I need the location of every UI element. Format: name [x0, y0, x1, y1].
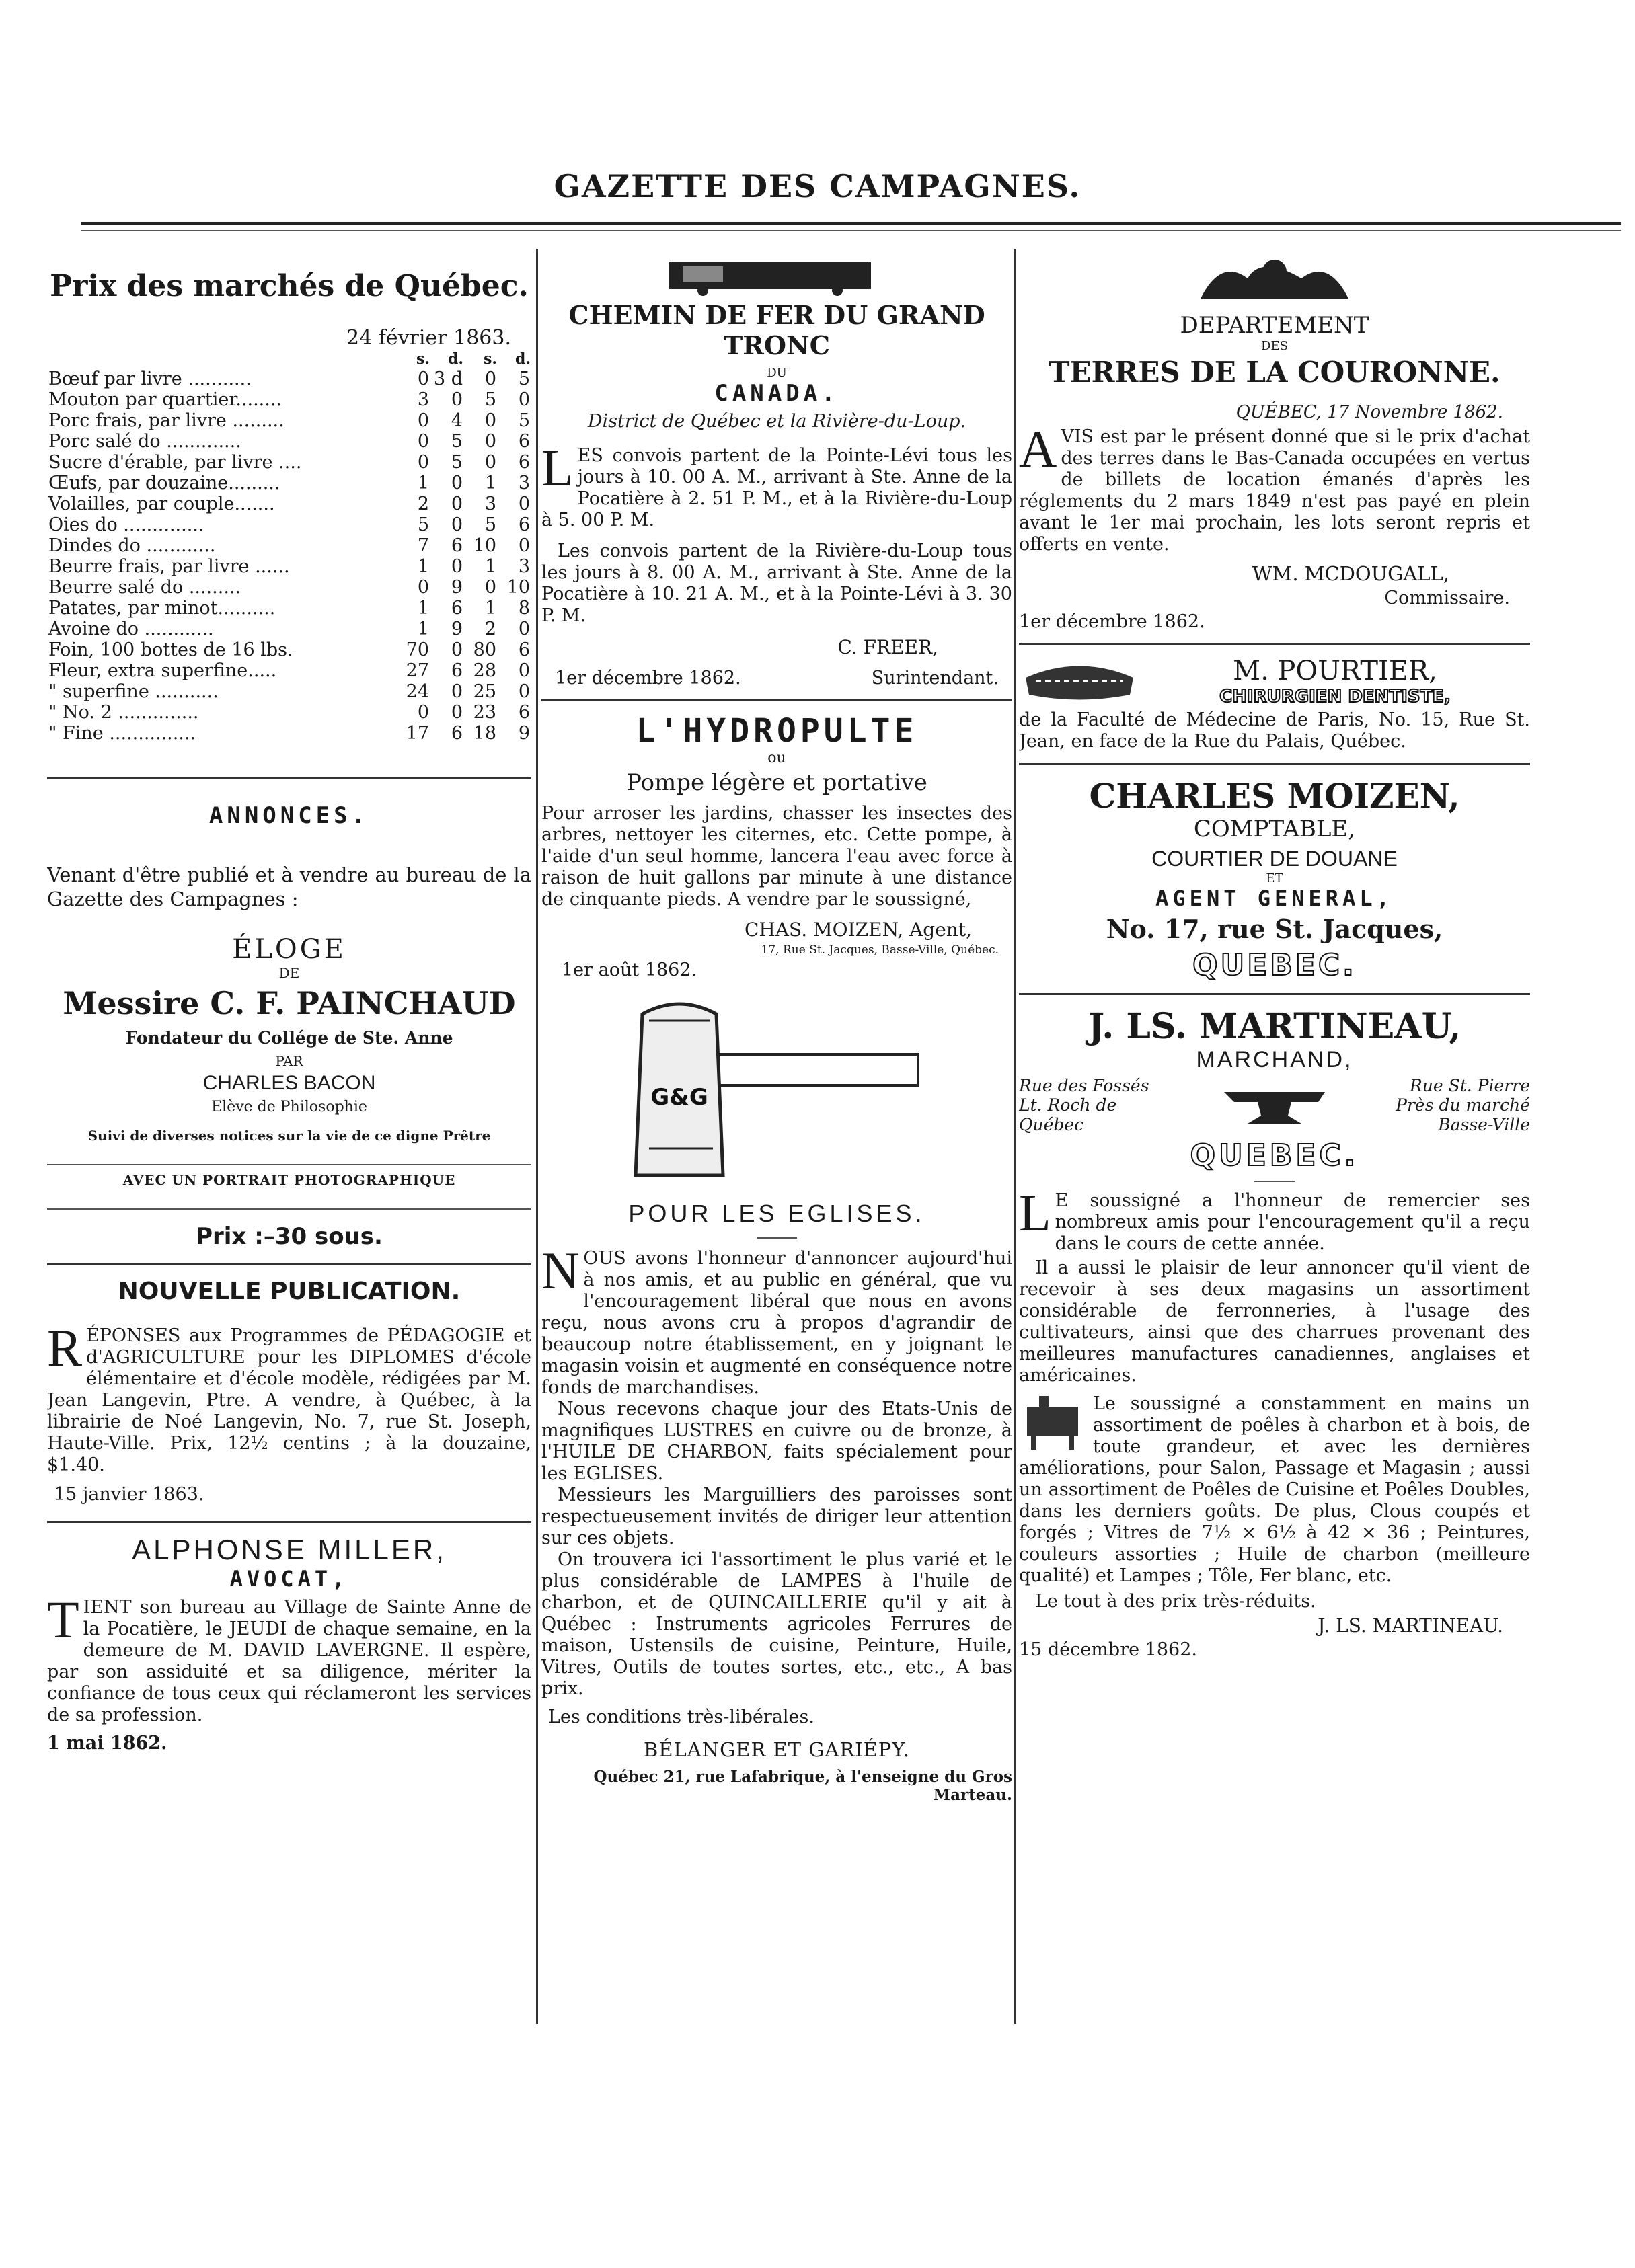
miller-name: ALPHONSE MILLER, [132, 1534, 447, 1565]
price-value: 5 [518, 410, 530, 431]
price-label: " Fine ............... [48, 723, 196, 744]
price-value: 1 [484, 473, 496, 494]
column-divider-2 [1014, 249, 1016, 2024]
departement-line: DEPARTEMENT [1180, 312, 1369, 339]
eglises-p4: On trouvera ici l'assortiment le plus varié et le plus considérable de LAMPES à l'huile de charbon, et de QUINCAILLERIE qu'il y ait à Québec : Instruments agricoles Ferrures de maison, Ustensils de cuisine, Peinture, Huile, Vitres, Outils de toutes sortes, etc., etc., A bas prix. [541, 1549, 1012, 1699]
price-row [47, 431, 531, 452]
price-value: 6 [451, 535, 463, 556]
portrait-line: AVEC UN PORTRAIT PHOTOGRAPHIQUE [122, 1172, 456, 1188]
hammer-illustration [541, 987, 1012, 1196]
price-value: 0 [451, 389, 463, 410]
dropcap-l2: L [1019, 1183, 1051, 1242]
chirurgien-title: CHIRURGIEN DENTISTE, [1219, 687, 1451, 707]
price-value: 1 [417, 556, 429, 577]
price-value: 0 [518, 389, 530, 410]
price-value: 0 [518, 660, 530, 681]
price-value: 0 [484, 452, 496, 473]
price-value: 0 [451, 639, 463, 660]
miller-text [47, 1590, 531, 1726]
price-row [47, 598, 531, 619]
price-value: 8 [518, 598, 530, 619]
railway-footer [541, 668, 1012, 689]
price-row [47, 494, 531, 514]
price-value: 0 [417, 577, 429, 598]
price-value: 5 [484, 389, 496, 410]
rule [1254, 1181, 1295, 1182]
price-line: Prix :–30 sous. [196, 1223, 383, 1250]
rule [47, 1521, 531, 1523]
price-label: Porc salé do ............. [48, 431, 241, 452]
price-label: Sucre d'érable, par livre .... [48, 452, 302, 473]
price-value: 0 [484, 410, 496, 431]
avis-date: 1er décembre 1862. [1019, 611, 1205, 632]
moizen-et: ET [1266, 871, 1283, 886]
price-row [47, 389, 531, 410]
rule [541, 699, 1012, 701]
price-value: 0 [518, 494, 530, 514]
rue-st-pierre: Rue St. Pierre [1409, 1076, 1530, 1095]
price-label: Bœuf par livre ........... [48, 368, 252, 389]
price-value: 9 [518, 723, 530, 744]
reponses-text [47, 1319, 531, 1476]
price-value: 1 [417, 473, 429, 494]
price-value: 1 [417, 619, 429, 639]
price-label: " No. 2 .............. [48, 702, 199, 723]
price-value: 3 [518, 473, 530, 494]
railway-canada: CANADA. [714, 380, 839, 407]
price-value: 28 [473, 660, 496, 681]
dentist-ad-titles [1140, 656, 1530, 707]
railway-schedule-1-body: ES convois partent de la Pointe-Lévi tous les jours à 10. 00 A. M., arrivant à Ste. Anne de la Pocatière à 2. 51 P. M., et à la Rivière-du-Loup à 5. 00 P. M. [541, 445, 1012, 531]
eloge-de: DE [278, 965, 300, 981]
st-roch: Lt. Roch de Québec [1019, 1095, 1117, 1134]
price-value: 7 [417, 535, 429, 556]
eglises-heading: POUR LES EGLISES. [628, 1200, 925, 1227]
column-1 [47, 242, 531, 2031]
price-row [47, 535, 531, 556]
price-value: 5 [417, 514, 429, 535]
price-label: Dindes do ............ [48, 535, 216, 556]
nouvelle-publication-heading: NOUVELLE PUBLICATION. [118, 1278, 461, 1305]
rule [47, 1263, 531, 1265]
price-value: 3 [484, 494, 496, 514]
price-value: 23 [473, 702, 496, 723]
price-value: 6 [518, 431, 530, 452]
price-value: 24 [406, 681, 429, 702]
mcdougall-name: WM. MCDOUGALL, [1252, 562, 1449, 585]
price-value: 70 [406, 639, 429, 660]
pompe-agent: CHAS. MOIZEN, Agent, [744, 918, 972, 941]
dentures-icon [1019, 658, 1140, 705]
crest-illustration [1019, 251, 1530, 312]
price-label: Foin, 100 bottes de 16 lbs. [48, 639, 293, 660]
price-label: Patates, par minot.......... [48, 598, 276, 619]
eglises-p2: Nous recevons chaque jour des Etats-Unis de magnifiques LUSTRES en cuivre ou de bronze, à l'HUILE DE CHARBON, faits spécialement pour les EGLISES. [541, 1399, 1012, 1484]
price-label: " superfine ........... [48, 681, 219, 702]
dropcap-t: T [47, 1590, 79, 1649]
martineau-quebec: QUEBEC. [1190, 1138, 1359, 1173]
rule [1019, 763, 1530, 765]
price-value: 0 [451, 473, 463, 494]
column-divider-1 [536, 249, 538, 2024]
price-value: 25 [473, 681, 496, 702]
price-value: 17 [406, 723, 429, 744]
hydropulte-ou: ou [767, 750, 786, 767]
price-label: Avoine do ............ [48, 619, 214, 639]
price-value: 0 [451, 514, 463, 535]
stove-icon [1019, 1393, 1086, 1454]
price-value: 9 [451, 619, 463, 639]
annonces-heading: ANNONCES. [208, 802, 370, 829]
moizen-agent-general: AGENT GENERAL, [1155, 886, 1394, 911]
market-prices-header-row [47, 350, 531, 368]
eglises-p1-body: OUS avons l'honneur d'annoncer aujourd'hui à nos amis, et au public en général, que vu l'encouragement libéral que nous en avons reçu, nous avons cru à propos d'agrandir de beaucoup notre établissement, en y joignant le magasin voisin et augmenté en conséquence notre fonds de marchandises. [541, 1248, 1012, 1398]
price-label: Porc frais, par livre ......... [48, 410, 284, 431]
price-value: 6 [451, 598, 463, 619]
price-value: 0 [451, 556, 463, 577]
railway-freer: C. FREER, [837, 636, 938, 658]
price-row [47, 410, 531, 431]
price-value: 6 [518, 452, 530, 473]
price-value: 0 [417, 431, 429, 452]
rule [47, 1208, 531, 1210]
masthead-title: GAZETTE DES CAMPAGNES. [554, 168, 1081, 204]
header-shillings-min: s. [416, 350, 430, 368]
rule [1019, 643, 1530, 645]
pompe-date: 1er août 1862. [562, 960, 697, 980]
par-line: PAR [275, 1053, 303, 1069]
top-rule-thin [81, 230, 1621, 231]
price-label: Volailles, par couple....... [48, 494, 275, 514]
dropcap-r: R [47, 1319, 83, 1377]
price-value: 5 [518, 368, 530, 389]
price-value: 3 [518, 556, 530, 577]
price-value: 0 [484, 431, 496, 452]
pourtier-name: M. POURTIER, [1233, 656, 1437, 687]
moizen-courtier: COURTIER DE DOUANE [1151, 847, 1398, 871]
rue-fosses: Rue des Fossés [1019, 1076, 1149, 1095]
price-value: 2 [484, 619, 496, 639]
price-label: Oies do .............. [48, 514, 204, 535]
messire-name: Messire C. F. PAINCHAUD [63, 985, 516, 1021]
price-label: Œufs, par douzaine......... [48, 473, 280, 494]
dropcap-a: A [1019, 420, 1057, 478]
price-value: 0 [417, 410, 429, 431]
market-prices-title: Prix des marchés de Québec. [50, 269, 529, 303]
eglises-conditions: Les conditions très-libérales. [548, 1707, 814, 1727]
belanger-name: BÉLANGER ET GARIÉPY. [644, 1738, 910, 1761]
price-value: 27 [406, 660, 429, 681]
publication-intro: Venant d'être publié et à vendre au bureau de la Gazette des Campagnes : [47, 863, 531, 910]
price-row [47, 577, 531, 598]
price-row [47, 639, 531, 660]
poeles-body: Le soussigné a constamment en mains un assortiment de poêles à charbon et à bois, de toute grandeur, et avec les dernières améliorations, pour Salon, Passage et Magasin ; aussi un assortiment de Poêles de Cuisine et Poêles Doubles, dans les derniers goûts. De plus, Clous coupés et forgés ; Vitres de 7½ × 6½ à 42 × 36 ; Peintures, couleurs assorties ; Huile de charbon (meilleure qualité) et Lampes ; Tôle, Fer blanc, etc. [1019, 1393, 1530, 1586]
price-value: 0 [484, 577, 496, 598]
commissaire-title: Commissaire. [1384, 588, 1510, 609]
locomotive-illustration [541, 256, 1012, 296]
avis-body: VIS est par le présent donné que si le prix d'achat des terres dans le Bas-Canada occupées en vertus de billets de location émanés d'après les réglements du 2 mars 1849 n'est pas payé en plein avant le 1er mai prochain, les lots seront repris et offerts en vente. [1019, 426, 1530, 555]
martineau-signature: J. LS. MARTINEAU. [1318, 1614, 1503, 1637]
price-value: 0 [451, 494, 463, 514]
dropcap-n: N [541, 1241, 580, 1300]
remercier-text [1019, 1183, 1530, 1255]
price-value: 0 [484, 368, 496, 389]
price-row [47, 681, 531, 702]
location-left [1019, 1076, 1167, 1134]
price-value: 0 [518, 619, 530, 639]
price-value: 6 [451, 723, 463, 744]
price-row [47, 368, 531, 389]
market-prices-table [47, 350, 531, 744]
railway-schedule-2: Les convois partent de la Rivière-du-Loup tous les jours à 8. 00 A. M., arrivant à Ste. Anne de la Pocatière à 10. 21 A. M., et à la Pointe-Lévi à 3. 30 P. M. [541, 541, 1012, 626]
reponses-body: ÉPONSES aux Programmes de PÉDAGOGIE et d'AGRICULTURE pour les DIPLOMES d'école élémentaire et d'école modèle, rédigées par M. Jean Langevin, Ptre. A vendre, à Québec, à la librairie de Noé Langevin, No. 7, rue St. Joseph, Haute-Ville. Prix, 12½ centins ; à la douzaine, $1.40. [47, 1325, 531, 1475]
miller-title: AVOCAT, [229, 1566, 349, 1592]
price-value: 1 [417, 598, 429, 619]
rule [757, 1237, 797, 1239]
price-value: 5 [451, 452, 463, 473]
header-shillings-max: s. [483, 350, 497, 368]
martineau-name: J. LS. MARTINEAU, [1088, 1006, 1461, 1047]
anvil-icon [1217, 1082, 1332, 1129]
price-value: 3 [417, 389, 429, 410]
price-value: 2 [417, 494, 429, 514]
railway-surintendant: Surintendant. [871, 668, 999, 689]
price-value: 1 [484, 598, 496, 619]
moizen-quebec: QUEBEC. [1192, 948, 1357, 982]
market-prices-date: 24 février 1863. [346, 326, 511, 350]
price-row [47, 514, 531, 535]
price-value: 6 [518, 514, 530, 535]
header-pence-min: d. [447, 350, 463, 368]
dentist-address: de la Faculté de Médecine de Paris, No. 15, Rue St. Jean, en face de la Rue du Palais, Québec. [1019, 709, 1530, 752]
moizen-address: No. 17, rue St. Jacques, [1106, 914, 1443, 944]
column-3 [1019, 242, 1530, 2031]
pompe-heading: Pompe légère et portative [626, 769, 927, 796]
price-value: 0 [417, 368, 429, 389]
avis-text [1019, 420, 1530, 555]
belanger-address: Québec 21, rue Lafabrique, à l'enseigne du Gros Marteau. [593, 1768, 1012, 1804]
hydropulte-title: L'HYDROPULTE [636, 712, 918, 750]
martineau-date: 15 décembre 1862. [1019, 1639, 1197, 1660]
price-row [47, 702, 531, 723]
railway-schedule-1 [541, 438, 1012, 531]
author-name: CHARLES BACON [202, 1072, 376, 1094]
moizen-comptable: COMPTABLE, [1193, 816, 1356, 843]
price-row [47, 723, 531, 744]
price-value: 6 [518, 702, 530, 723]
price-value: 10 [506, 577, 530, 598]
dropcap-l: L [541, 438, 574, 497]
price-label: Mouton par quartier........ [48, 389, 282, 410]
price-value: 6 [518, 639, 530, 660]
price-row [47, 556, 531, 577]
pompe-agent-address: 17, Rue St. Jacques, Basse-Ville, Québec. [761, 943, 999, 957]
price-value: 0 [417, 452, 429, 473]
terres-heading: TERRES DE LA COURONNE. [1049, 356, 1500, 389]
railway-district: District de Québec et la Rivière-du-Loup. [587, 411, 966, 432]
price-value: 1 [484, 556, 496, 577]
price-row [47, 660, 531, 681]
reponses-date: 15 janvier 1863. [54, 1484, 204, 1505]
top-rule [81, 222, 1621, 225]
price-label: Fleur, extra superfine..... [48, 660, 277, 681]
terres-date: QUÉBEC, 17 Novembre 1862. [1235, 402, 1503, 422]
hammer-icon [541, 987, 1012, 1196]
locomotive-icon [541, 256, 1012, 296]
price-value: 10 [473, 535, 496, 556]
column-2 [541, 242, 1012, 2031]
price-value: 4 [451, 410, 463, 431]
pres-marche: Près du marché Basse-Ville [1396, 1095, 1530, 1134]
rule [1019, 993, 1530, 995]
price-row [47, 473, 531, 494]
price-value: 5 [451, 431, 463, 452]
rule [47, 1164, 531, 1165]
fondateur-line: Fondateur du Collége de Ste. Anne [125, 1028, 453, 1048]
price-row [47, 452, 531, 473]
price-value: 0 [451, 702, 463, 723]
railway-date: 1er décembre 1862. [555, 668, 741, 689]
price-label: Beurre salé do ......... [48, 577, 241, 598]
miller-body: IENT son bureau au Village de Sainte Anne de la Pocatière, le JEUDI de chaque semaine, en la demeure de M. DAVID LAVERGNE. Il espère, par son assiduité et sa diligence, mériter la confiance de tous ceux qui réclameront les services de sa profession. [47, 1597, 531, 1725]
eleve-line: Elève de Philosophie [211, 1099, 367, 1116]
price-value: 0 [518, 681, 530, 702]
dentist-ad-header [1019, 656, 1530, 707]
departement-des: DES [1261, 339, 1288, 353]
moizen-name: CHARLES MOIZEN, [1089, 776, 1460, 816]
price-row [47, 619, 531, 639]
royal-crest-icon [1019, 251, 1530, 312]
railway-du: DU [767, 366, 787, 380]
price-value: 0 [518, 535, 530, 556]
poeles-text [1019, 1393, 1530, 1587]
eglises-p1 [541, 1241, 1012, 1399]
martineau-locations [1019, 1076, 1530, 1134]
eloge-title: ÉLOGE [232, 934, 346, 965]
market-prices-section [47, 269, 531, 744]
price-value: 6 [451, 660, 463, 681]
plaisir-text: Il a aussi le plaisir de leur annoncer qu'il vient de recevoir à ses deux magasins un assortiment considérable de ferronneries, à l'usage des cultivateurs, ainsi que des charrues provenant des meilleures manufactures canadiennes, anglaises et américaines. [1019, 1257, 1530, 1386]
price-value: 18 [473, 723, 496, 744]
pompe-text: Pour arroser les jardins, chasser les insectes des arbres, nettoyer les citernes, etc. Cette pompe, à l'aide d'un seul homme, lancera l'eau avec force à raison de huit gallons par minute à une distance de cinquante pieds. A vendre par le soussigné, [541, 803, 1012, 910]
railway-title: CHEMIN DE FER DU GRAND TRONC [568, 300, 985, 360]
eglises-p3: Messieurs les Marguilliers des paroisses sont respectueusement invités de diriger leur attention sur ces objets. [541, 1485, 1012, 1549]
reduits-line: Le tout à des prix très-réduits. [1035, 1591, 1316, 1612]
price-value: 5 [484, 514, 496, 535]
price-value: 9 [451, 577, 463, 598]
price-value: 3 d [433, 368, 463, 389]
martineau-marchand: MARCHAND, [1196, 1047, 1353, 1072]
rule [47, 777, 531, 779]
price-value: 0 [417, 702, 429, 723]
miller-date: 1 mai 1862. [47, 1733, 167, 1754]
header-pence-max: d. [515, 350, 531, 368]
location-right [1382, 1076, 1530, 1134]
suivi-line: Suivi de diverses notices sur la vie de ce digne Prêtre [87, 1128, 491, 1144]
hammer-label: G&G [650, 1084, 708, 1111]
remercier-body: E soussigné a l'honneur de remercier ses nombreux amis pour l'encouragement qu'il a reçu dans le cours de cette année. [1055, 1190, 1530, 1254]
price-value: 80 [473, 639, 496, 660]
price-value: 0 [451, 681, 463, 702]
price-label: Beurre frais, par livre ...... [48, 556, 290, 577]
